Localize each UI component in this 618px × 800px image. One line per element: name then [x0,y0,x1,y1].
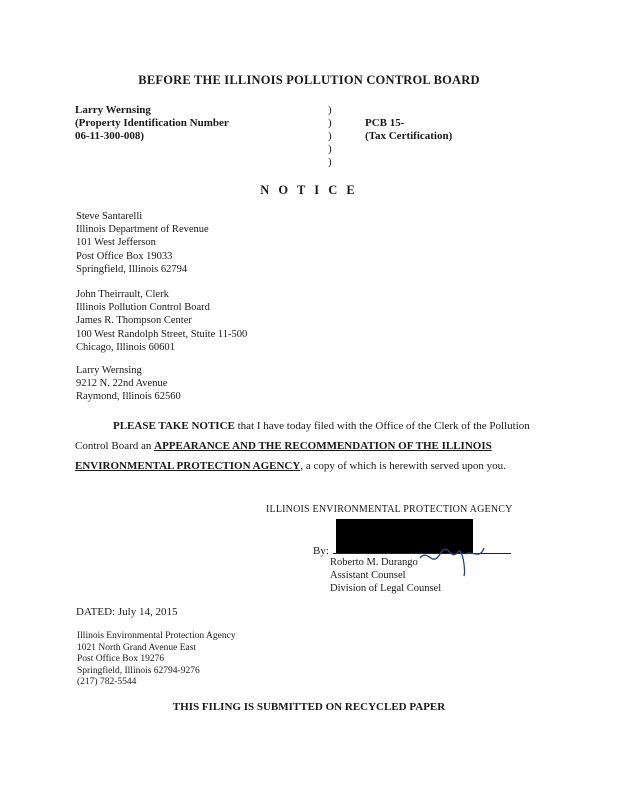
address-line: Chicago, Illinois 60601 [76,341,175,353]
case-type: (Tax Certification) [365,130,453,142]
caption-pin-number: 06-11-300-008) [75,130,145,142]
notice-text: , a copy of which is herewith served upon you. [300,460,506,472]
return-address-line: Springfield, Illinois 62794-9276 [77,665,200,676]
notice-paragraph [75,416,545,476]
address-line: Larry Wernsing [76,365,142,376]
address-line: Raymond, Illinois 62560 [76,391,181,403]
address-line: James R. Thompson Center [76,315,192,327]
return-address-line: 1021 North Grand Avenue East [77,642,197,653]
address-line: Springfield, Illinois 62794 [76,263,188,275]
address-line: 101 West Jefferson [76,237,156,249]
addressee-block [76,210,209,276]
caption-pin-label: (Property Identification Number [75,117,229,129]
signature-agency: ILLINOIS ENVIRONMENTAL PROTECTION AGENCY [266,504,513,515]
address-line: Illinois Department of Revenue [76,224,209,236]
caption-paren: ) [328,143,332,155]
caption-paren: ) [328,104,332,116]
notice-title: N O T I C E [260,183,358,197]
notice-text: that I have today filed with the Office of the Clerk of the Pollution Control Board an [75,420,530,452]
signer-name: Roberto M. Durango [330,557,418,568]
return-address-line: Illinois Environmental Protection Agency [77,631,236,641]
address-line: John Theirrault, Clerk [76,289,169,300]
addressee-block [76,288,247,354]
signer-division: Division of Legal Counsel [330,583,442,595]
return-address [77,631,236,689]
case-number: PCB 15- [365,117,405,129]
document-heading: BEFORE THE ILLINOIS POLLUTION CONTROL BOARD [138,73,480,87]
address-line: Steve Santarelli [76,211,143,222]
caption-paren: ) [328,117,332,129]
filed-document-title: APPEARANCE AND THE RECOMMENDATION OF THE ILLINOIS ENVIRONMENTAL PROTECTION AGENCY [75,440,492,472]
caption-paren: ) [328,156,332,168]
return-address-line: Post Office Box 19276 [77,654,165,665]
signer-title: Assistant Counsel [330,570,406,582]
notice-lead: PLEASE TAKE NOTICE [113,420,235,432]
recycled-paper-footer: THIS FILING IS SUBMITTED ON RECYCLED PAPER [172,701,446,713]
caption-party-name: Larry Wernsing [75,104,151,116]
address-line: Post Office Box 19033 [76,250,173,262]
caption-parentheses [328,104,332,169]
caption-paren: ) [328,130,332,142]
return-address-line: (217) 782-5544 [77,677,137,688]
addressee-block [76,364,181,404]
case-caption-right [365,117,452,143]
case-caption-left [75,104,229,143]
address-line: Illinois Pollution Control Board [76,302,210,314]
address-line: 100 West Randolph Street, Stuite 11-500 [76,328,248,340]
dated-line: DATED: July 14, 2015 [76,606,178,618]
signer-block [330,556,441,596]
signature-by-label: By: [313,545,329,557]
address-line: 9212 N. 22nd Avenue [76,378,168,390]
